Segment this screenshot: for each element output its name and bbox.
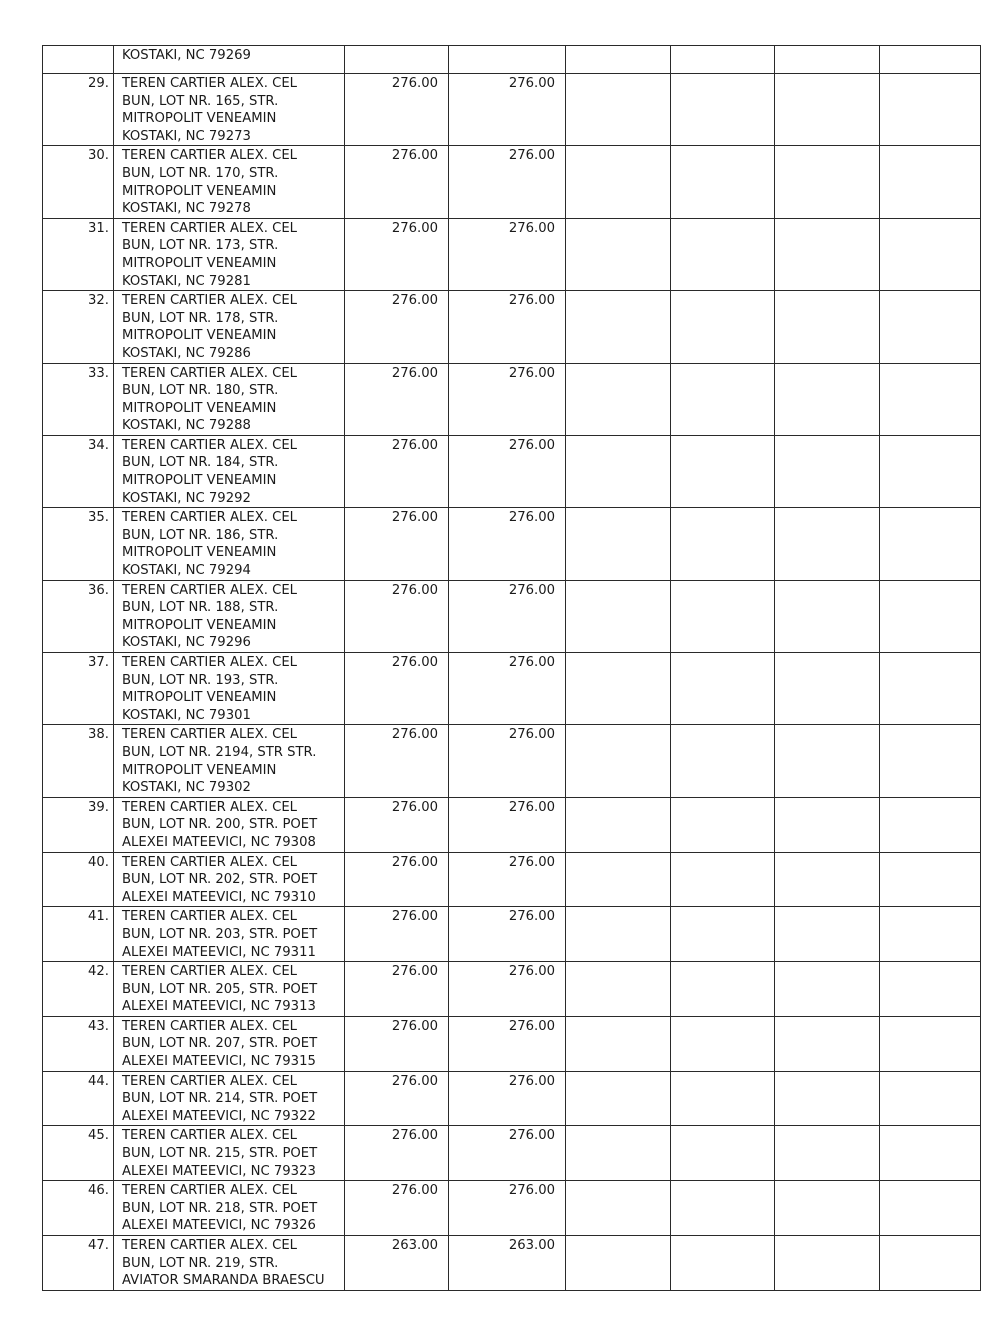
description-line: ALEXEI MATEEVICI, NC 79313 bbox=[122, 999, 316, 1015]
description-line: MITROPOLIT VENEAMIN bbox=[122, 762, 277, 778]
description-cell bbox=[114, 74, 345, 146]
empty-cell bbox=[775, 1071, 880, 1126]
value-cell-a: 276.00 bbox=[345, 797, 449, 852]
empty-cell bbox=[775, 1126, 880, 1181]
description-line: ALEXEI MATEEVICI, NC 79311 bbox=[122, 944, 316, 960]
description-line: BUN, LOT NR. 219, STR. bbox=[122, 1255, 279, 1271]
value-cell-b: 276.00 bbox=[449, 1016, 566, 1071]
description-line: KOSTAKI, NC 79278 bbox=[122, 201, 251, 217]
empty-cell bbox=[880, 435, 981, 507]
empty-cell bbox=[566, 1236, 671, 1291]
description-line: TEREN CARTIER ALEX. CEL bbox=[122, 510, 298, 526]
description-line: KOSTAKI, NC 79301 bbox=[122, 707, 251, 723]
description-cell bbox=[114, 907, 345, 962]
table-row bbox=[43, 363, 981, 435]
empty-cell bbox=[671, 1126, 775, 1181]
empty-cell bbox=[566, 852, 671, 907]
value-cell-b: 276.00 bbox=[449, 435, 566, 507]
row-number-cell: 44. bbox=[43, 1071, 114, 1126]
description-line: KOSTAKI, NC 79269 bbox=[122, 48, 251, 63]
description-line: BUN, LOT NR. 173, STR. bbox=[122, 238, 279, 254]
description-line: BUN, LOT NR. 178, STR. bbox=[122, 310, 279, 326]
description-cell bbox=[114, 580, 345, 652]
value-cell-b: 276.00 bbox=[449, 1126, 566, 1181]
row-number-cell: 43. bbox=[43, 1016, 114, 1071]
description-line: TEREN CARTIER ALEX. CEL bbox=[122, 220, 298, 236]
empty-cell bbox=[880, 218, 981, 290]
description-line: ALEXEI MATEEVICI, NC 79310 bbox=[122, 889, 316, 905]
row-number-cell: 36. bbox=[43, 580, 114, 652]
empty-cell bbox=[880, 291, 981, 363]
description-line: MITROPOLIT VENEAMIN bbox=[122, 328, 277, 344]
description-cell bbox=[114, 962, 345, 1017]
description-line: BUN, LOT NR. 205, STR. POET bbox=[122, 981, 318, 997]
value-cell-a: 276.00 bbox=[345, 962, 449, 1017]
value-cell-b: 276.00 bbox=[449, 797, 566, 852]
description-line: TEREN CARTIER ALEX. CEL bbox=[122, 365, 298, 381]
description-line: BUN, LOT NR. 202, STR. POET bbox=[122, 872, 318, 888]
empty-cell bbox=[880, 508, 981, 580]
description-cell bbox=[114, 363, 345, 435]
description-line: TEREN CARTIER ALEX. CEL bbox=[122, 909, 298, 925]
empty-cell bbox=[880, 1016, 981, 1071]
value-cell-a: 276.00 bbox=[345, 291, 449, 363]
description-cell bbox=[114, 291, 345, 363]
value-cell-a: 276.00 bbox=[345, 580, 449, 652]
row-number-cell: 35. bbox=[43, 508, 114, 580]
empty-cell bbox=[671, 907, 775, 962]
description-line: ALEXEI MATEEVICI, NC 79308 bbox=[122, 834, 316, 850]
empty-cell bbox=[880, 46, 981, 74]
empty-cell bbox=[775, 797, 880, 852]
value-cell-b: 276.00 bbox=[449, 74, 566, 146]
empty-cell bbox=[566, 46, 671, 74]
table-row bbox=[43, 907, 981, 962]
empty-cell bbox=[566, 580, 671, 652]
table-row bbox=[43, 1071, 981, 1126]
table-row bbox=[43, 797, 981, 852]
value-cell-b: 276.00 bbox=[449, 1071, 566, 1126]
description-line: ALEXEI MATEEVICI, NC 79323 bbox=[122, 1163, 316, 1179]
row-number-cell: 40. bbox=[43, 852, 114, 907]
description-line: BUN, LOT NR. 180, STR. bbox=[122, 383, 279, 399]
description-line: KOSTAKI, NC 79292 bbox=[122, 490, 251, 506]
description-line: TEREN CARTIER ALEX. CEL bbox=[122, 727, 298, 743]
description-line: KOSTAKI, NC 79302 bbox=[122, 780, 251, 796]
empty-cell bbox=[775, 907, 880, 962]
description-line: KOSTAKI, NC 79296 bbox=[122, 635, 251, 651]
empty-cell bbox=[880, 1071, 981, 1126]
value-cell-a: 276.00 bbox=[345, 1016, 449, 1071]
value-cell-a: 276.00 bbox=[345, 852, 449, 907]
empty-cell bbox=[880, 852, 981, 907]
empty-cell bbox=[775, 435, 880, 507]
description-cell bbox=[114, 218, 345, 290]
description-line: TEREN CARTIER ALEX. CEL bbox=[122, 1073, 298, 1089]
table-row bbox=[43, 435, 981, 507]
value-cell-b: 263.00 bbox=[449, 1236, 566, 1291]
description-line: BUN, LOT NR. 218, STR. POET bbox=[122, 1200, 318, 1216]
description-line: BUN, LOT NR. 200, STR. POET bbox=[122, 817, 318, 833]
description-line: TEREN CARTIER ALEX. CEL bbox=[122, 964, 298, 980]
empty-cell bbox=[880, 962, 981, 1017]
empty-cell bbox=[880, 725, 981, 797]
description-line: TEREN CARTIER ALEX. CEL bbox=[122, 1238, 298, 1253]
empty-cell bbox=[671, 74, 775, 146]
empty-cell bbox=[775, 1181, 880, 1236]
description-line: MITROPOLIT VENEAMIN bbox=[122, 690, 277, 706]
empty-cell bbox=[671, 653, 775, 725]
table-row bbox=[43, 1016, 981, 1071]
empty-cell bbox=[775, 653, 880, 725]
description-cell bbox=[114, 797, 345, 852]
empty-cell bbox=[566, 291, 671, 363]
description-cell bbox=[114, 1236, 345, 1291]
value-cell-b: 276.00 bbox=[449, 653, 566, 725]
empty-cell bbox=[566, 1071, 671, 1126]
value-cell-b: 276.00 bbox=[449, 291, 566, 363]
table-row bbox=[43, 74, 981, 146]
empty-cell bbox=[671, 725, 775, 797]
empty-cell bbox=[671, 797, 775, 852]
value-cell-b: 276.00 bbox=[449, 852, 566, 907]
description-line: BUN, LOT NR. 186, STR. bbox=[122, 527, 279, 543]
value-cell-b: 276.00 bbox=[449, 580, 566, 652]
description-line: AVIATOR SMARANDA BRAESCU bbox=[122, 1273, 325, 1289]
row-number-cell: 37. bbox=[43, 653, 114, 725]
table-row-continuation bbox=[43, 46, 981, 74]
empty-cell bbox=[566, 435, 671, 507]
value-cell-a: 276.00 bbox=[345, 508, 449, 580]
description-line: TEREN CARTIER ALEX. CEL bbox=[122, 1183, 298, 1199]
description-cell bbox=[114, 146, 345, 218]
empty-cell bbox=[671, 435, 775, 507]
table-body bbox=[43, 46, 981, 1291]
description-line: BUN, LOT NR. 170, STR. bbox=[122, 165, 279, 181]
value-cell-a: 276.00 bbox=[345, 435, 449, 507]
description-line: BUN, LOT NR. 184, STR. bbox=[122, 455, 279, 471]
table-row bbox=[43, 146, 981, 218]
empty-cell bbox=[671, 46, 775, 74]
table-row bbox=[43, 580, 981, 652]
value-cell-a: 263.00 bbox=[345, 1236, 449, 1291]
table-row bbox=[43, 1126, 981, 1181]
empty-cell bbox=[880, 1126, 981, 1181]
description-line: TEREN CARTIER ALEX. CEL bbox=[122, 1018, 298, 1034]
description-line: BUN, LOT NR. 188, STR. bbox=[122, 600, 279, 616]
empty-cell bbox=[566, 146, 671, 218]
row-number-cell bbox=[43, 46, 114, 74]
empty-cell bbox=[671, 218, 775, 290]
value-cell-a: 276.00 bbox=[345, 1071, 449, 1126]
value-cell-b: 276.00 bbox=[449, 146, 566, 218]
value-cell-b: 276.00 bbox=[449, 363, 566, 435]
empty-cell bbox=[671, 291, 775, 363]
description-line: MITROPOLIT VENEAMIN bbox=[122, 255, 277, 271]
empty-cell bbox=[880, 74, 981, 146]
empty-cell bbox=[566, 1016, 671, 1071]
description-line: MITROPOLIT VENEAMIN bbox=[122, 183, 277, 199]
value-cell-a: 276.00 bbox=[345, 653, 449, 725]
empty-cell bbox=[566, 653, 671, 725]
empty-cell bbox=[671, 1016, 775, 1071]
description-cell bbox=[114, 508, 345, 580]
row-number-cell: 39. bbox=[43, 797, 114, 852]
empty-cell bbox=[775, 291, 880, 363]
description-cell bbox=[114, 653, 345, 725]
empty-cell bbox=[671, 1236, 775, 1291]
description-cell bbox=[114, 46, 345, 74]
description-line: BUN, LOT NR. 165, STR. bbox=[122, 93, 279, 109]
empty-cell bbox=[671, 1071, 775, 1126]
table-row bbox=[43, 1236, 981, 1291]
value-cell-b: 276.00 bbox=[449, 218, 566, 290]
empty-cell bbox=[775, 363, 880, 435]
value-cell-a: 276.00 bbox=[345, 725, 449, 797]
description-cell bbox=[114, 1071, 345, 1126]
description-line: TEREN CARTIER ALEX. CEL bbox=[122, 582, 298, 598]
empty-cell bbox=[566, 218, 671, 290]
table-row bbox=[43, 653, 981, 725]
row-number-cell: 46. bbox=[43, 1181, 114, 1236]
description-line: TEREN CARTIER ALEX. CEL bbox=[122, 293, 298, 309]
value-cell-a: 276.00 bbox=[345, 218, 449, 290]
description-line: BUN, LOT NR. 207, STR. POET bbox=[122, 1036, 318, 1052]
description-line: BUN, LOT NR. 193, STR. bbox=[122, 672, 279, 688]
description-cell bbox=[114, 435, 345, 507]
empty-cell bbox=[880, 146, 981, 218]
empty-cell bbox=[775, 508, 880, 580]
description-line: BUN, LOT NR. 2194, STR STR. bbox=[122, 744, 317, 760]
empty-cell bbox=[775, 74, 880, 146]
description-line: BUN, LOT NR. 214, STR. POET bbox=[122, 1091, 318, 1107]
description-line: BUN, LOT NR. 203, STR. POET bbox=[122, 926, 318, 942]
empty-cell bbox=[880, 907, 981, 962]
empty-cell bbox=[671, 962, 775, 1017]
table-row bbox=[43, 962, 981, 1017]
value-cell-b: 276.00 bbox=[449, 962, 566, 1017]
empty-cell bbox=[566, 1126, 671, 1181]
table-row bbox=[43, 725, 981, 797]
row-number-cell: 31. bbox=[43, 218, 114, 290]
empty-cell bbox=[775, 725, 880, 797]
empty-cell bbox=[880, 363, 981, 435]
value-cell-b: 276.00 bbox=[449, 907, 566, 962]
description-cell bbox=[114, 725, 345, 797]
empty-cell bbox=[345, 46, 449, 74]
description-line: BUN, LOT NR. 215, STR. POET bbox=[122, 1146, 318, 1162]
row-number-cell: 42. bbox=[43, 962, 114, 1017]
description-line: KOSTAKI, NC 79273 bbox=[122, 128, 251, 144]
empty-cell bbox=[566, 962, 671, 1017]
value-cell-a: 276.00 bbox=[345, 74, 449, 146]
description-cell bbox=[114, 852, 345, 907]
row-number-cell: 45. bbox=[43, 1126, 114, 1181]
description-cell bbox=[114, 1016, 345, 1071]
table-row bbox=[43, 852, 981, 907]
table-row bbox=[43, 218, 981, 290]
value-cell-b: 276.00 bbox=[449, 1181, 566, 1236]
description-line: MITROPOLIT VENEAMIN bbox=[122, 617, 277, 633]
row-number-cell: 47. bbox=[43, 1236, 114, 1291]
table-row bbox=[43, 291, 981, 363]
value-cell-a: 276.00 bbox=[345, 146, 449, 218]
empty-cell bbox=[880, 653, 981, 725]
empty-cell bbox=[775, 852, 880, 907]
empty-cell bbox=[775, 962, 880, 1017]
empty-cell bbox=[880, 580, 981, 652]
table-row bbox=[43, 1181, 981, 1236]
empty-cell bbox=[775, 146, 880, 218]
empty-cell bbox=[880, 1181, 981, 1236]
description-line: TEREN CARTIER ALEX. CEL bbox=[122, 148, 298, 164]
table-row bbox=[43, 508, 981, 580]
empty-cell bbox=[671, 508, 775, 580]
empty-cell bbox=[775, 46, 880, 74]
value-cell-a: 276.00 bbox=[345, 907, 449, 962]
row-number-cell: 38. bbox=[43, 725, 114, 797]
empty-cell bbox=[566, 1181, 671, 1236]
row-number-cell: 29. bbox=[43, 74, 114, 146]
empty-cell bbox=[566, 797, 671, 852]
empty-cell bbox=[566, 363, 671, 435]
empty-cell bbox=[671, 852, 775, 907]
empty-cell bbox=[566, 725, 671, 797]
value-cell-b: 276.00 bbox=[449, 508, 566, 580]
land-register-table bbox=[42, 45, 981, 1291]
description-line: TEREN CARTIER ALEX. CEL bbox=[122, 437, 298, 453]
description-line: ALEXEI MATEEVICI, NC 79322 bbox=[122, 1108, 316, 1124]
empty-cell bbox=[775, 218, 880, 290]
row-number-cell: 41. bbox=[43, 907, 114, 962]
description-line: TEREN CARTIER ALEX. CEL bbox=[122, 799, 298, 815]
empty-cell bbox=[449, 46, 566, 74]
description-line: KOSTAKI, NC 79288 bbox=[122, 418, 251, 434]
description-line: TEREN CARTIER ALEX. CEL bbox=[122, 76, 298, 91]
row-number-cell: 32. bbox=[43, 291, 114, 363]
row-number-cell: 30. bbox=[43, 146, 114, 218]
description-line: TEREN CARTIER ALEX. CEL bbox=[122, 655, 298, 670]
value-cell-a: 276.00 bbox=[345, 363, 449, 435]
description-cell bbox=[114, 1181, 345, 1236]
description-line: MITROPOLIT VENEAMIN bbox=[122, 473, 277, 489]
empty-cell bbox=[775, 1236, 880, 1291]
empty-cell bbox=[880, 1236, 981, 1291]
description-line: TEREN CARTIER ALEX. CEL bbox=[122, 1128, 298, 1144]
description-line: KOSTAKI, NC 79286 bbox=[122, 345, 251, 361]
empty-cell bbox=[566, 74, 671, 146]
row-number-cell: 33. bbox=[43, 363, 114, 435]
value-cell-a: 276.00 bbox=[345, 1181, 449, 1236]
empty-cell bbox=[566, 508, 671, 580]
empty-cell bbox=[671, 363, 775, 435]
empty-cell bbox=[775, 580, 880, 652]
description-line: ALEXEI MATEEVICI, NC 79326 bbox=[122, 1218, 316, 1234]
row-number-cell: 34. bbox=[43, 435, 114, 507]
empty-cell bbox=[566, 907, 671, 962]
description-line: MITROPOLIT VENEAMIN bbox=[122, 111, 277, 127]
description-cell bbox=[114, 1126, 345, 1181]
empty-cell bbox=[880, 797, 981, 852]
empty-cell bbox=[671, 1181, 775, 1236]
empty-cell bbox=[671, 580, 775, 652]
description-line: KOSTAKI, NC 79281 bbox=[122, 273, 251, 289]
description-line: KOSTAKI, NC 79294 bbox=[122, 563, 251, 579]
description-line: MITROPOLIT VENEAMIN bbox=[122, 400, 277, 416]
value-cell-a: 276.00 bbox=[345, 1126, 449, 1181]
description-line: TEREN CARTIER ALEX. CEL bbox=[122, 854, 298, 870]
empty-cell bbox=[775, 1016, 880, 1071]
description-line: MITROPOLIT VENEAMIN bbox=[122, 545, 277, 561]
value-cell-b: 276.00 bbox=[449, 725, 566, 797]
empty-cell bbox=[671, 146, 775, 218]
description-line: ALEXEI MATEEVICI, NC 79315 bbox=[122, 1054, 316, 1070]
